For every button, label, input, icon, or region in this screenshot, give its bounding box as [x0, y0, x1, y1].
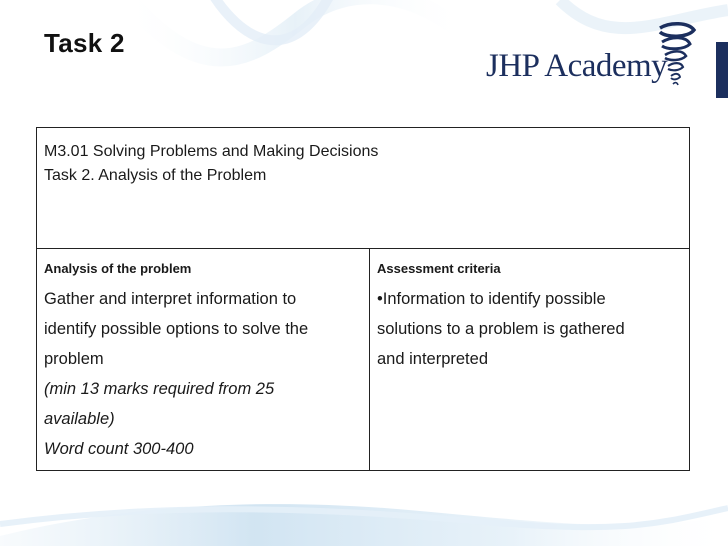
criteria-line: solutions to a problem is gathered [377, 320, 625, 338]
analysis-line: identify possible options to solve the [44, 320, 309, 338]
bullet-icon: • [377, 290, 383, 308]
criteria-text: Information to identify possible [382, 290, 606, 308]
analysis-heading: Analysis of the problem [44, 261, 192, 276]
marks-requirement: available) [44, 410, 115, 428]
table-header-cell [37, 128, 690, 249]
criteria-line: and interpreted [377, 350, 488, 368]
table-body-row [37, 249, 690, 471]
analysis-cell [37, 249, 370, 471]
spiral-logo-icon [650, 20, 700, 92]
unit-title: M3.01 Solving Problems and Making Decisions [44, 143, 379, 160]
assessment-heading: Assessment criteria [377, 261, 501, 276]
assessment-cell [370, 249, 690, 471]
logo-bar [716, 42, 728, 98]
table-header-row [37, 128, 690, 249]
task-title: Task 2. Analysis of the Problem [44, 167, 267, 184]
analysis-line: Gather and interpret information to [44, 290, 297, 308]
logo-text: JHP Academy [486, 48, 668, 84]
marks-requirement: (min 13 marks required from 25 [44, 380, 275, 398]
slide-title: Task 2 [44, 28, 125, 58]
jhp-academy-logo [484, 20, 728, 92]
criteria-line [377, 284, 683, 314]
task-table [36, 127, 690, 471]
analysis-line: problem [44, 350, 104, 368]
word-count: Word count 300-400 [44, 440, 194, 458]
background-swirl-bottom [0, 476, 728, 546]
